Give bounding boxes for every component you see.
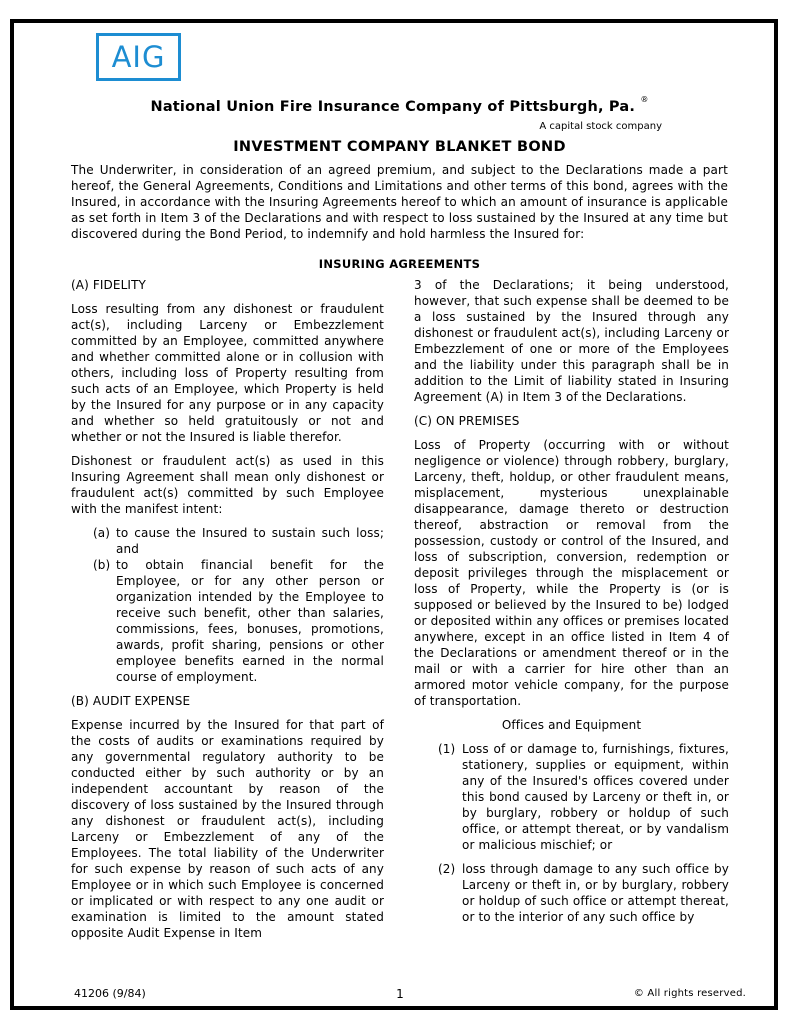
section-heading: INSURING AGREEMENTS — [318, 257, 481, 271]
company-name-text: National Union Fire Insurance Company of Pittsburgh, Pa. — [150, 98, 636, 115]
right-column — [414, 277, 729, 933]
intro-paragraph: The Underwriter, in consideration of an agreed premium, and subject to the Declarations made a part hereof, the General Agreements, Conditions and Limitations and other terms of this bond, agrees with the Insured, in accordance with the Insuring Agreements hereof to which an amount of insurance is applicable as set forth in Item 3 of the Declarations and with respect to loss sustained by the Insured at any time but discovered during the Bond Period, to indemnify and hold harmless the Insured for: — [71, 163, 728, 241]
audit-heading: (B) AUDIT EXPENSE — [71, 694, 191, 708]
fidelity-paragraph-1: Loss resulting from any dishonest or fraudulent act(s), including Larceny or Embezzlement committed by an Employee, committed anywhere and whether committed alone or in collusion with others, including loss of Property resulting from such acts of an Employee, which Property is held by the Insured for any purpose or in any capacity and whether so held gratuitously or not and whether or not the Insured is liable therefor. — [71, 302, 384, 444]
list-item — [93, 557, 384, 685]
list-marker: (2) — [438, 862, 456, 876]
list-item — [438, 741, 729, 853]
list-text: to cause the Insured to sustain such loss; and — [116, 526, 384, 556]
list-marker: (1) — [438, 742, 456, 756]
premises-heading: (C) ON PREMISES — [414, 414, 520, 428]
offices-list — [438, 741, 729, 925]
audit-paragraph: Expense incurred by the Insured for that part of the costs of audits or examinations required by any governmental regulatory authority to be conducted either by such authority or by an independent accountant by reason of the discovery of loss sustained by the Insured through any dishonest or fraudulent act(s), including Larceny or Embezzlement of any of the Employees. The total liability of the Underwriter for such expense by reason of such acts of any Employee or in which such Employee is concerned or implicated or with respect to any one audit or examination is limited to the amount stated opposite Audit Expense in Item — [71, 718, 384, 940]
registered-mark: ® — [640, 95, 649, 104]
intent-list — [93, 525, 384, 685]
list-text: to obtain financial benefit for the Employee, or for any other person or organization intended by the Employee to receive such benefit, other than salaries, commissions, fees, bonuses, promotions, awards, profit sharing, pensions or other employee benefits earned in the normal course of employment. — [116, 558, 384, 684]
premises-paragraph: Loss of Property (occurring with or without negligence or violence) through robbery, burglary, Larceny, theft, holdup, or other fraudulent means, misplacement, mysterious unexplainable disappearance, damage thereto or destruction thereof, abstraction or removal from the possession, custody or control of the Insured, and loss of subscription, conversion, redemption or deposit privileges through the misplacement or loss of Property, while the Property is (or is supposed or believed by the Insured to be) lodged or deposited within any offices or premises located anywhere, except in an office listed in Item 4 of the Declarations or amendment thereof or in the mail or with a carrier for hire other than an armored motor vehicle company, for the purpose of transportation. — [414, 438, 729, 708]
list-text: loss through damage to any such office by Larceny or theft in, or by burglary, robbery or holdup of such office or attempt thereat, or to the interior of any such office by — [462, 862, 729, 924]
company-name — [0, 95, 799, 115]
left-column — [71, 277, 384, 941]
list-marker: (b) — [93, 558, 111, 572]
page-number: 1 — [396, 987, 404, 1001]
list-item — [438, 861, 729, 925]
company-subtitle: A capital stock company — [539, 121, 662, 132]
list-item — [93, 525, 384, 557]
list-text: Loss of or damage to, furnishings, fixtures, stationery, supplies or equipment, within any of the Insured's offices covered under this bond caused by Larceny or theft in, or by burglary, robbery or holdup of such office, or attempt thereat, or by vandalism or malicious mischief; or — [462, 742, 729, 852]
offices-heading: Offices and Equipment — [501, 718, 642, 732]
list-marker: (a) — [93, 526, 111, 540]
aig-logo — [96, 33, 181, 81]
fidelity-paragraph-2: Dishonest or fraudulent act(s) as used in this Insuring Agreement shall mean only dishonest or fraudulent act(s) committed by such Employee with the manifest intent: — [71, 454, 384, 516]
rights-notice: © All rights reserved. — [633, 988, 746, 999]
audit-continued-paragraph: 3 of the Declarations; it being understood, however, that such expense shall be deemed to be a loss sustained by the Insured through any dishonest or fraudulent act(s), including Larceny or Embezzlement of one or more of the Employees and the liability under this paragraph shall be in addition to the Limit of liability stated in Insuring Agreement (A) in Item 3 of the Declarations. — [414, 278, 729, 404]
fidelity-heading: (A) FIDELITY — [71, 278, 146, 292]
form-code: 41206 (9/84) — [74, 987, 146, 1000]
document-title: INVESTMENT COMPANY BLANKET BOND — [233, 139, 566, 155]
logo-text: AIG — [111, 40, 166, 74]
